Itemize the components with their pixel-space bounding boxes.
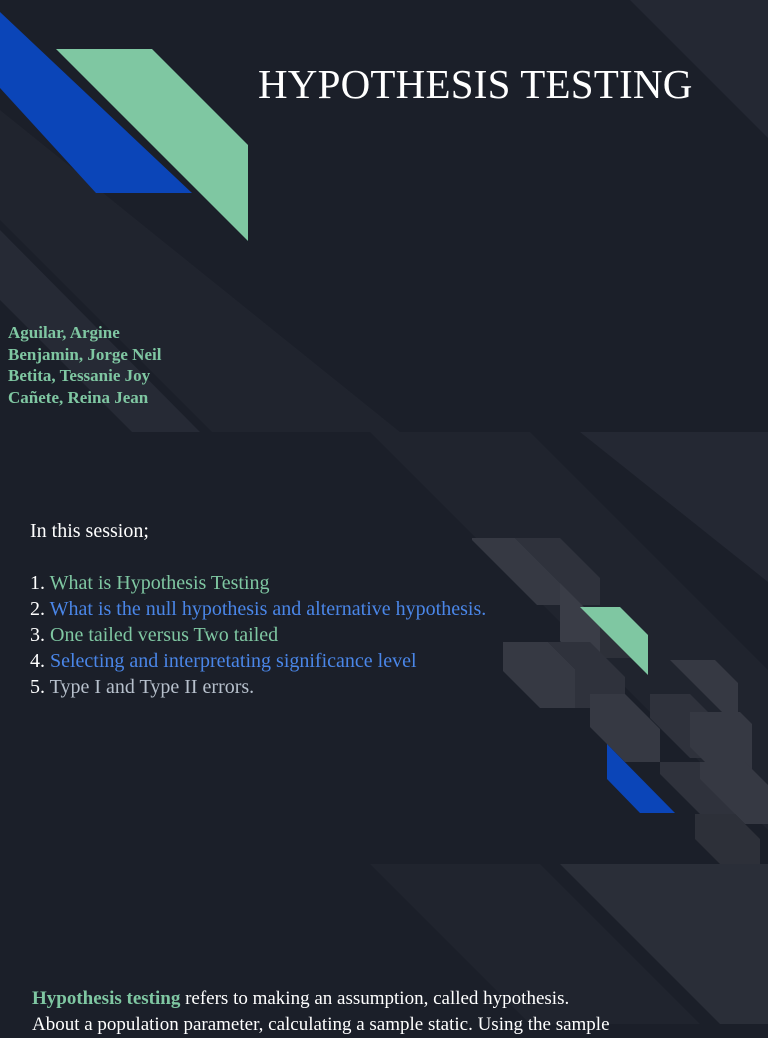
agenda-item-number: 1.: [30, 572, 45, 594]
agenda-item-text: What is Hypothesis Testing: [49, 572, 270, 594]
definition-term: Hypothesis testing: [32, 988, 181, 1009]
agenda-item-number: 5.: [30, 676, 45, 698]
definition-slide: [0, 864, 768, 1035]
definition-paragraph: [32, 986, 752, 1038]
agenda-item-text: One tailed versus Two tailed: [50, 624, 279, 646]
agenda-item-number: 3.: [30, 624, 45, 646]
agenda-item: [30, 570, 510, 596]
agenda-item: [30, 622, 510, 648]
agenda-item: [30, 596, 510, 622]
agenda-intro: In this session;: [30, 520, 149, 542]
author-name: Benjamin, Jorge Neil: [8, 344, 162, 364]
agenda-item-number: 2.: [30, 598, 45, 620]
agenda-item-number: 4.: [30, 650, 45, 672]
agenda-item-text: What is the null hypothesis and alternative hypothesis.: [49, 598, 487, 620]
session-agenda: [30, 518, 510, 700]
definition-text: refers to making an assumption, called hypothesis.: [180, 988, 570, 1009]
author-name: Betita, Tessanie Joy: [8, 366, 151, 385]
presentation-title: HYPOTHESIS TESTING: [258, 61, 693, 107]
agenda-slide: [0, 432, 768, 864]
author-name: Aguilar, Argine: [8, 323, 120, 342]
agenda-item-text: Selecting and interpretating significance level: [50, 650, 417, 672]
agenda-list: [30, 570, 510, 700]
definition-text-continued: About a population parameter, calculating a sample static. Using the sample: [32, 1014, 610, 1035]
agenda-item-text: Type I and Type II errors.: [49, 676, 255, 698]
agenda-item: [30, 648, 510, 674]
author-name: Cañete, Reina Jean: [8, 387, 149, 407]
title-slide: [0, 0, 768, 432]
agenda-item: [30, 674, 510, 700]
author-list: [8, 322, 161, 408]
